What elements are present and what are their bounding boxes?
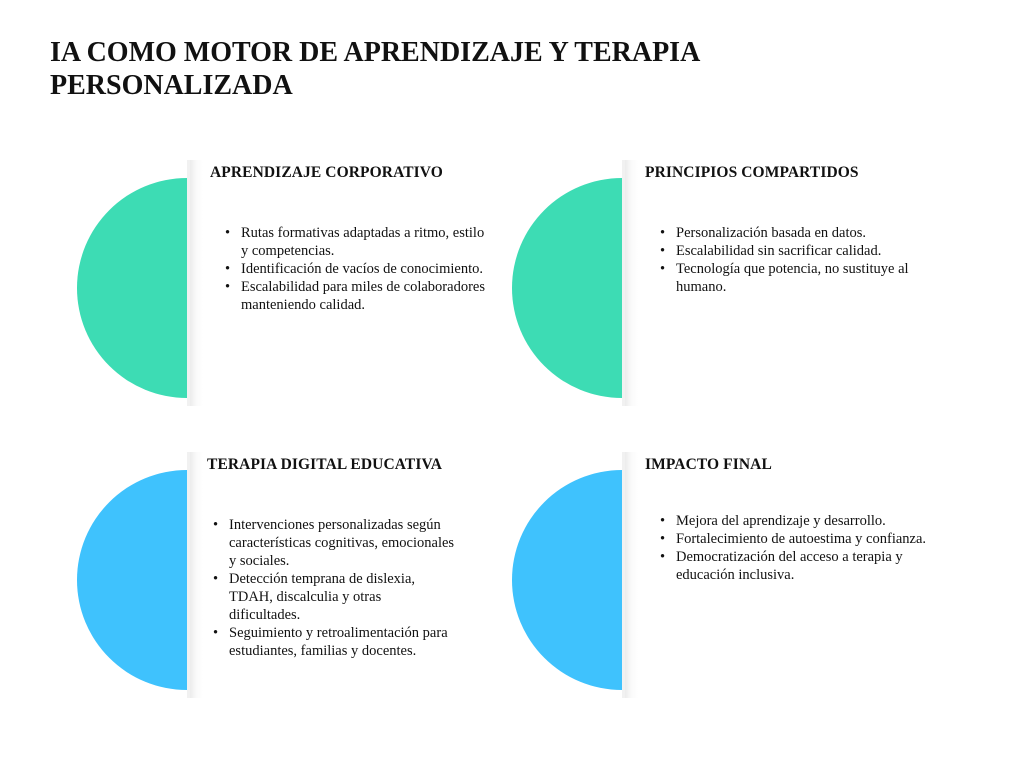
list-item: • Personalización basada en datos. — [660, 224, 925, 242]
half-circle-blue — [77, 470, 187, 690]
list-item: • Detección temprana de dislexia, TDAH, discalculia y otras dificultades. — [213, 570, 455, 624]
card-heading: TERAPIA DIGITAL EDUCATIVA — [207, 456, 443, 473]
card-heading: APRENDIZAJE CORPORATIVO — [210, 164, 443, 181]
divider-shadow — [622, 452, 638, 698]
list-item: • Identificación de vacíos de conocimiento. — [225, 260, 490, 278]
card-heading: PRINCIPIOS COMPARTIDOS — [645, 164, 859, 181]
page-title: IA COMO MOTOR DE APRENDIZAJE Y TERAPIA PERSONALIZADA — [50, 37, 699, 101]
divider-shadow — [622, 160, 638, 406]
card-list — [660, 224, 925, 296]
half-circle-blue — [512, 470, 622, 690]
card-list — [660, 512, 950, 584]
divider-shadow — [187, 452, 203, 698]
card-impacto-final — [512, 452, 962, 702]
list-item: • Mejora del aprendizaje y desarrollo. — [660, 512, 950, 530]
list-item: • Escalabilidad para miles de colaboradores manteniendo calidad. — [225, 278, 490, 314]
half-circle-green — [77, 178, 187, 398]
divider-shadow — [187, 160, 203, 406]
card-list — [225, 224, 490, 314]
card-aprendizaje-corporativo — [77, 160, 527, 410]
list-item: • Rutas formativas adaptadas a ritmo, estilo y competencias. — [225, 224, 490, 260]
list-item: • Fortalecimiento de autoestima y confianza. — [660, 530, 950, 548]
card-terapia-digital-educativa — [77, 452, 527, 702]
card-heading: IMPACTO FINAL — [645, 456, 772, 473]
card-principios-compartidos — [512, 160, 962, 410]
list-item: • Seguimiento y retroalimentación para estudiantes, familias y docentes. — [213, 624, 455, 660]
card-list — [213, 516, 455, 660]
list-item: • Tecnología que potencia, no sustituye al humano. — [660, 260, 925, 296]
list-item: • Escalabilidad sin sacrificar calidad. — [660, 242, 925, 260]
list-item: • Democratización del acceso a terapia y educación inclusiva. — [660, 548, 950, 584]
list-item: • Intervenciones personalizadas según características cognitivas, emocionales y sociales. — [213, 516, 455, 570]
half-circle-green — [512, 178, 622, 398]
